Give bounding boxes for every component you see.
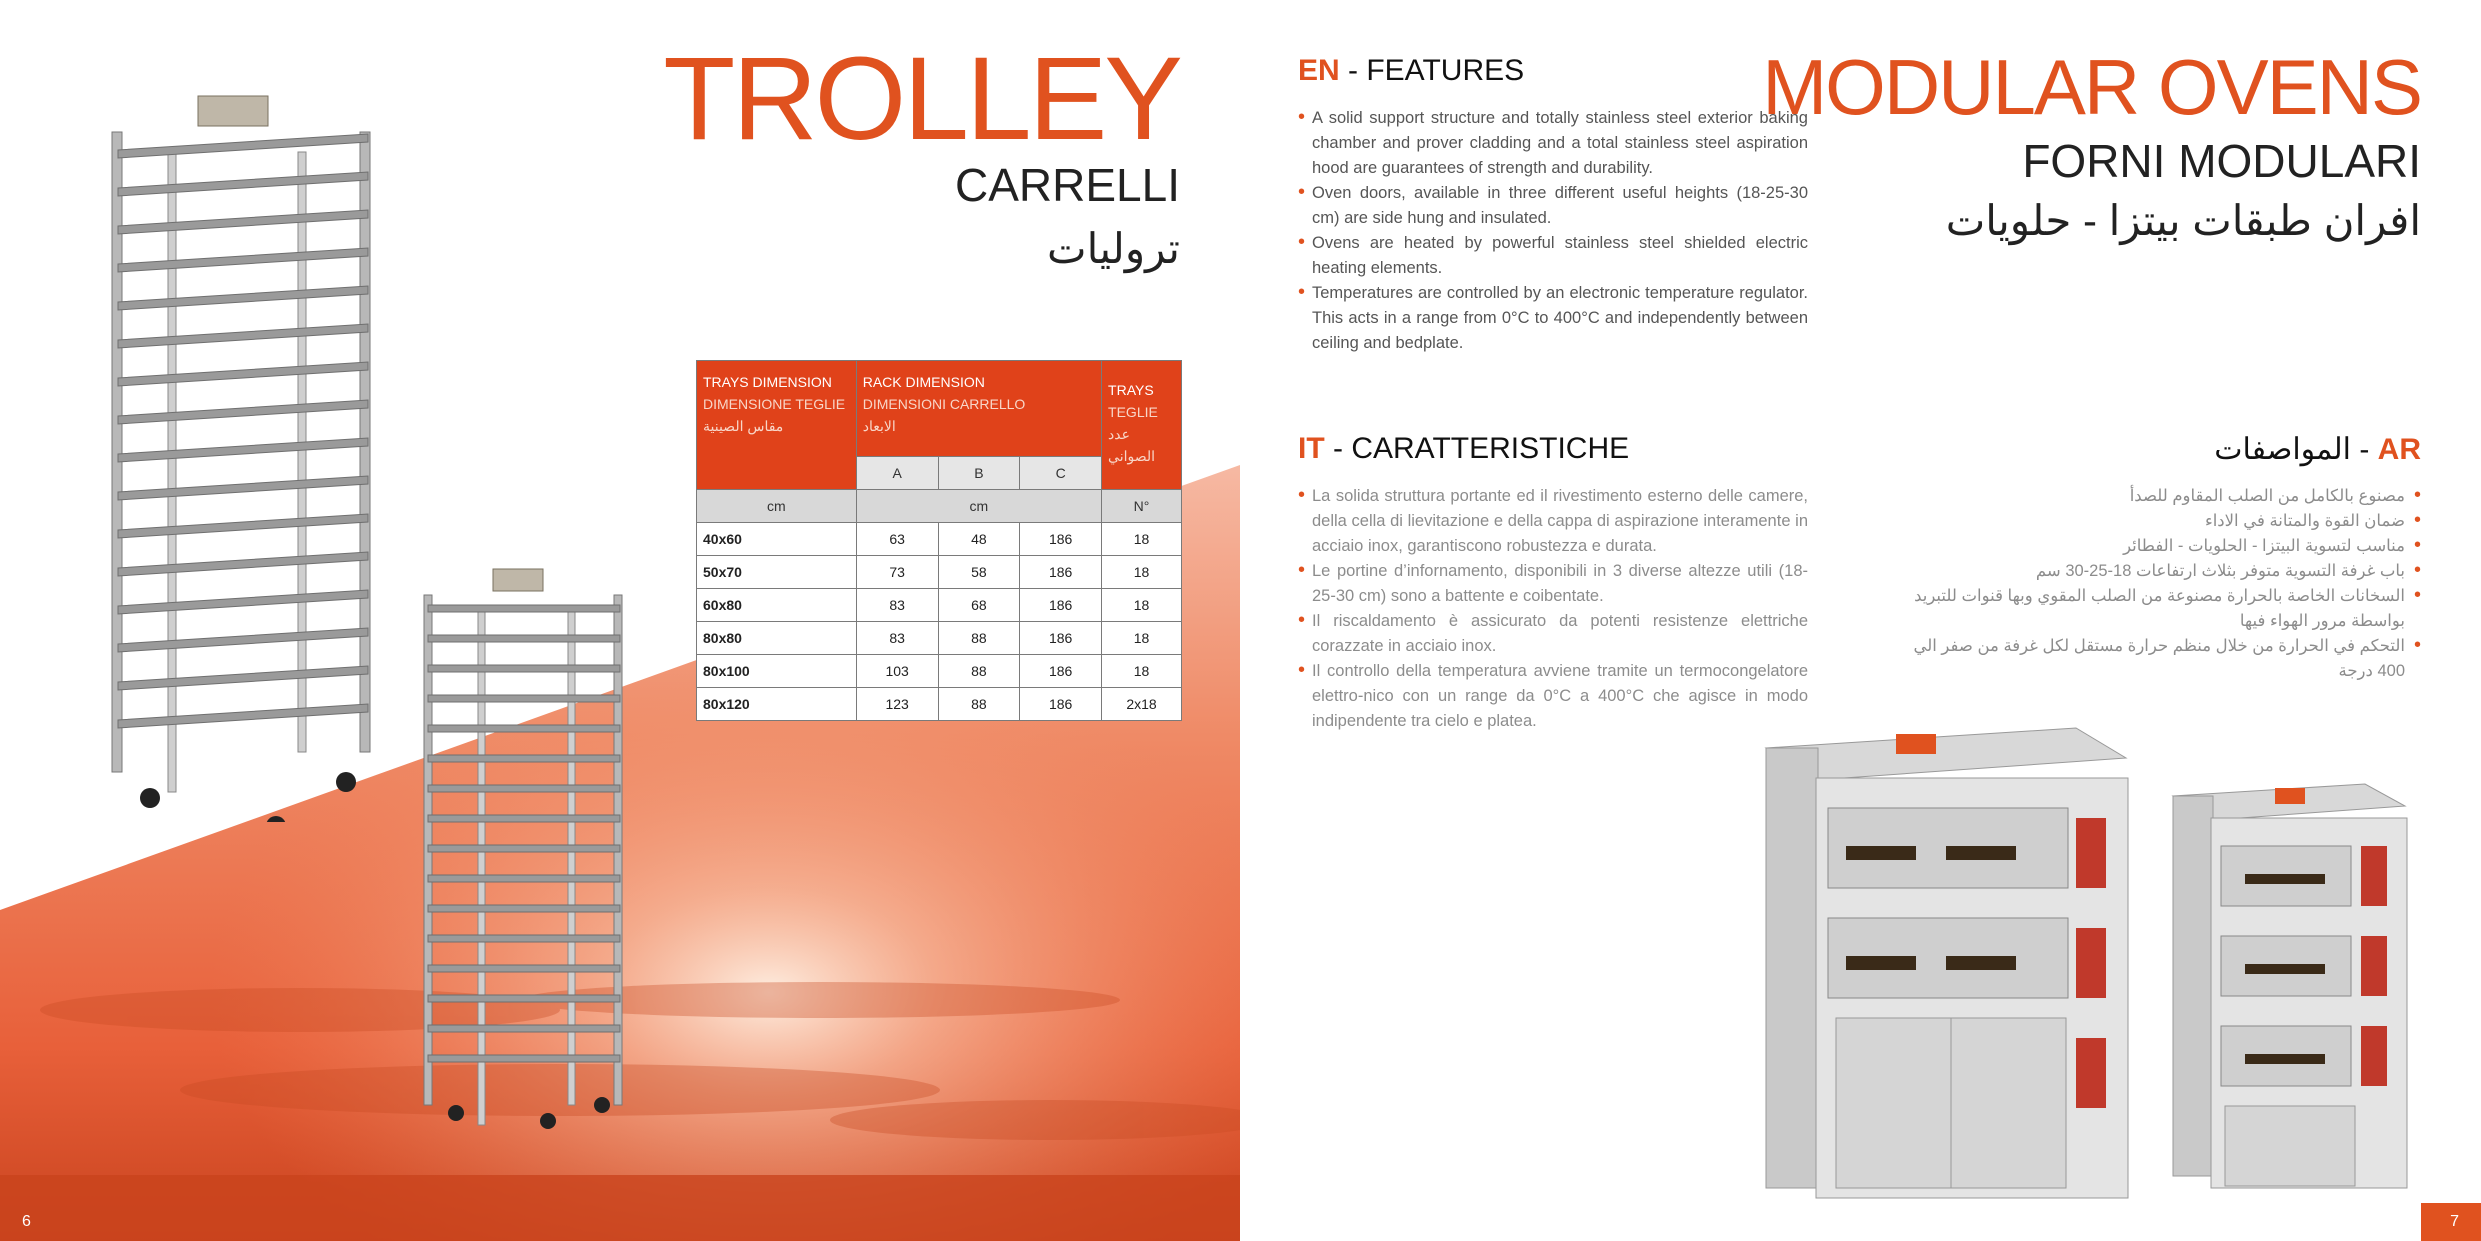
list-item: • مناسب لتسوية البيتزا - الحلويات - الفطائر	[1901, 534, 2421, 559]
col-a-header: A	[856, 457, 938, 490]
page-number-left: 6	[22, 1213, 31, 1230]
page-number-right: 7	[2421, 1203, 2481, 1241]
rack-dimension-header: RACK DIMENSION DIMENSIONI CARRELLO الابعاد	[856, 361, 1101, 457]
modular-oven-large-image	[1756, 718, 2136, 1208]
table-row: 80x100 103 88 186 18	[697, 655, 1182, 688]
list-item: • La solida struttura portante ed il rivestimento esterno delle camere, della cella di lievitazione e della cappa di aspirazione interamente in acciaio inox, garantiscono robustezza e durata.	[1298, 484, 1808, 559]
list-item: • Il controllo della temperatura avviene tramite un termocongelatore elettro-nico con un range da 0°C a 400°C che agisce in modo indipendente tra cielo e platea.	[1298, 659, 1808, 734]
ovens-subtitle-it: FORNI MODULARI	[2022, 135, 2421, 187]
ovens-title: MODULAR OVENS	[1762, 43, 2421, 131]
en-features-heading: EN - FEATURES	[1298, 54, 1525, 87]
trays-count-header: TRAYS TEGLIE عدد الصواني	[1102, 361, 1182, 490]
list-item: • Ovens are heated by powerful stainless steel shielded electric heating elements.	[1298, 231, 1808, 281]
trolley-spec-table	[696, 360, 1182, 721]
list-item: • Oven doors, available in three different useful heights (18-25-30 cm) are side hung and insulated.	[1298, 181, 1808, 231]
en-features-list	[1298, 106, 1808, 356]
trays-dimension-header: TRAYS DIMENSION DIMENSIONE TEGLIE مقاس الصينية	[697, 361, 857, 490]
tall-trolley-image	[98, 92, 388, 822]
table-row: 50x70 73 58 186 18	[697, 556, 1182, 589]
it-features-list	[1298, 484, 1808, 734]
list-item: • السخانات الخاصة بالحرارة مصنوعة من الصلب المقوي وبها قنوات للتبريد بواسطة مرور الهواء فيها	[1901, 584, 2421, 634]
table-row: 60x80 83 68 186 18	[697, 589, 1182, 622]
right-page	[1240, 0, 2481, 1241]
table-row: 80x80 83 88 186 18	[697, 622, 1182, 655]
col-b-header: B	[938, 457, 1020, 490]
left-page	[0, 0, 1240, 1241]
list-item: • مصنوع بالكامل من الصلب المقاوم للصدأ	[1901, 484, 2421, 509]
table-row: 40x60 63 48 186 18	[697, 523, 1182, 556]
trolley-title: TROLLEY	[663, 33, 1180, 165]
table-row: 80x120 123 88 186 2x18	[697, 688, 1182, 721]
list-item: • Il riscaldamento è assicurato da potenti resistenze elettriche corazzate in acciaio inox.	[1298, 609, 1808, 659]
trolley-subtitle-ar: تروليات	[1047, 225, 1180, 272]
it-features-heading: IT - CARATTERISTICHE	[1298, 432, 1630, 465]
list-item: • Temperatures are controlled by an electronic temperature regulator. This acts in a range from 0°C to 400°C and independently between ceiling and bedplate.	[1298, 281, 1808, 356]
list-item: • ضمان القوة والمتانة في الاداء	[1901, 509, 2421, 534]
list-item: • التحكم في الحرارة من خلال منظم حرارة مستقل لكل غرفة من صفر الي 400 درجة	[1901, 634, 2421, 684]
col-c-header: C	[1020, 457, 1102, 490]
short-trolley-image	[418, 565, 634, 1145]
list-item: • Le portine d’infornamento, disponibili in 3 diverse altezze utili (18-25-30 cm) sono a battente e coibentate.	[1298, 559, 1808, 609]
ovens-subtitle-ar: افران طبقات بيتزا - حلويات	[1945, 197, 2421, 244]
ar-features-heading: المواصفات - AR	[2214, 433, 2421, 466]
modular-oven-small-image	[2165, 776, 2425, 1196]
trolley-subtitle-it: CARRELLI	[955, 159, 1180, 211]
list-item: • باب غرفة التسوية متوفر بثلاث ارتفاعات 18-25-30 سم	[1901, 559, 2421, 584]
ar-features-list	[1901, 484, 2421, 684]
list-item: • A solid support structure and totally stainless steel exterior baking chamber and prover cladding and a total stainless steel aspiration hood are guarantees of strength and durability.	[1298, 106, 1808, 181]
units-row: cm cm N°	[697, 490, 1182, 523]
